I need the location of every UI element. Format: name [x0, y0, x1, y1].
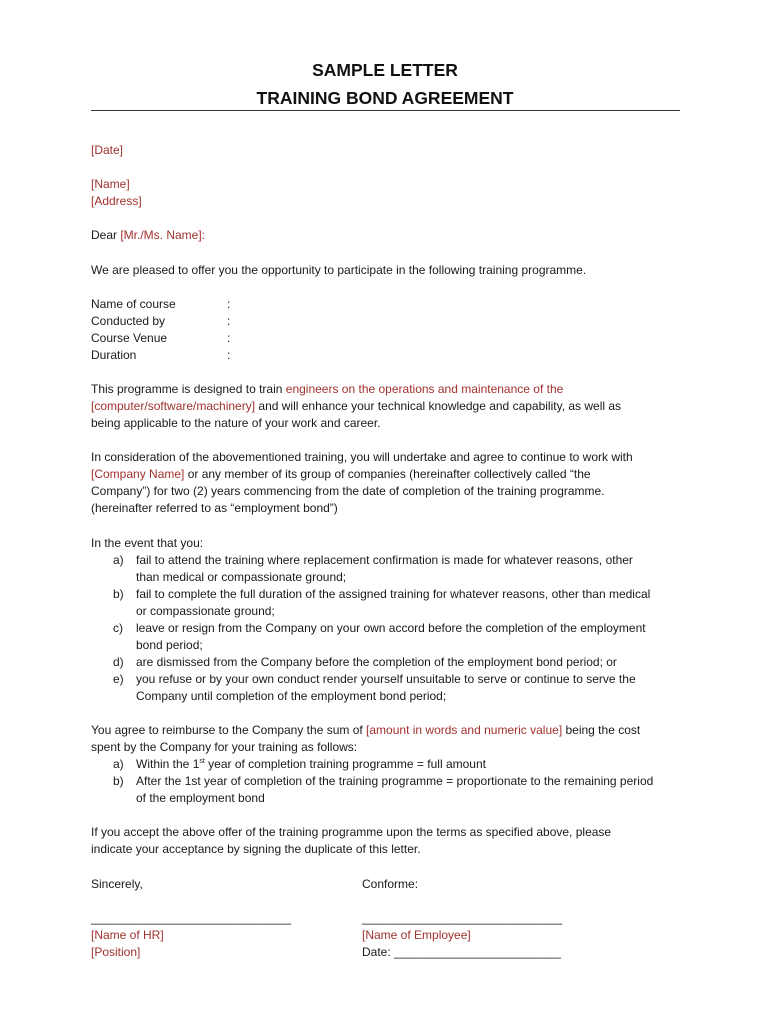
closing-sincerely: Sincerely,: [91, 877, 143, 891]
list-marker: a): [113, 553, 124, 567]
list-marker: a): [113, 757, 124, 771]
amount-placeholder: [amount in words and numeric value]: [366, 723, 563, 737]
hr-signature-line: ______________________________: [91, 911, 292, 925]
list-item: of the employment bond: [136, 791, 265, 805]
course-field-row: [91, 296, 241, 313]
hr-position-placeholder: [Position]: [91, 945, 141, 959]
salutation-name-placeholder: [Mr./Ms. Name]:: [120, 228, 206, 242]
list-item: fail to attend the training where replacement confirmation is made for whatever reasons, other: [136, 553, 633, 567]
list-marker: c): [113, 621, 123, 635]
acceptance-paragraph-line: If you accept the above offer of the training programme upon the terms as specified above, please: [91, 825, 612, 839]
course-field-separator: :: [227, 314, 231, 328]
bond-paragraph-line: [91, 466, 591, 483]
salutation-prefix: Dear: [91, 228, 121, 242]
date-blank: _________________________: [394, 945, 561, 959]
program-text: and will enhance your technical knowledge and capability, as well as: [255, 399, 622, 413]
address-placeholder: [Address]: [91, 194, 142, 208]
list-item: After the 1st year of completion of the training programme = proportionate to the remaining period: [136, 774, 654, 788]
program-text: This programme is designed to train: [91, 382, 286, 396]
ordinal-suffix: st: [199, 758, 205, 765]
date-label: Date:: [362, 945, 395, 959]
program-equipment-placeholder: [computer/software/machinery]: [91, 399, 256, 413]
name-placeholder: [Name]: [91, 177, 130, 191]
program-paragraph-line: [91, 398, 621, 415]
acceptance-paragraph-line: indicate your acceptance by signing the duplicate of this letter.: [91, 842, 421, 856]
salutation: [91, 227, 205, 244]
course-field-label: Course Venue: [91, 331, 168, 345]
list-item: you refuse or by your own conduct render yourself unsuitable to serve or continue to serve the: [136, 672, 636, 686]
list-marker: b): [113, 587, 124, 601]
list-item: are dismissed from the Company before the completion of the employment bond period; or: [136, 655, 617, 669]
date-placeholder: [Date]: [91, 143, 124, 157]
list-marker: e): [113, 672, 124, 686]
hr-name-placeholder: [Name of HR]: [91, 928, 164, 942]
course-field-row: [91, 330, 241, 347]
bond-text: or any member of its group of companies (hereinafter collectively called “the: [184, 467, 591, 481]
intro-paragraph: We are pleased to offer you the opportunity to participate in the following training programme.: [91, 263, 587, 277]
list-item: Company until completion of the employment bond period;: [136, 689, 447, 703]
program-paragraph-line: being applicable to the nature of your work and career.: [91, 416, 381, 430]
program-paragraph-line: [91, 381, 563, 398]
company-name-placeholder: [Company Name]: [91, 467, 185, 481]
list-item: [136, 756, 486, 773]
letter-title: SAMPLE LETTER: [312, 60, 458, 80]
letter-subtitle: TRAINING BOND AGREEMENT: [256, 88, 514, 108]
title-divider: [91, 110, 680, 111]
reimburse-text: You agree to reimburse to the Company the sum of: [91, 723, 367, 737]
employee-signature-line: ______________________________: [362, 911, 563, 925]
list-item: fail to complete the full duration of the assigned training for whatever reasons, other than medical: [136, 587, 651, 601]
employee-name-placeholder: [Name of Employee]: [362, 928, 471, 942]
list-item: or compassionate ground;: [136, 604, 275, 618]
closing-conforme: Conforme:: [362, 877, 419, 891]
course-field-label: Duration: [91, 348, 137, 362]
course-field-separator: :: [227, 297, 231, 311]
program-trainee-placeholder: engineers on the operations and maintenance of the: [285, 382, 564, 396]
bond-paragraph-line: Company”) for two (2) years commencing from the date of completion of the training programme.: [91, 484, 605, 498]
reimburse-item-text: Within the 1: [136, 757, 200, 771]
reimburse-text: being the cost: [562, 723, 641, 737]
reimburse-paragraph-line: spent by the Company for your training as follows:: [91, 740, 358, 754]
list-marker: b): [113, 774, 124, 788]
course-field-label: Conducted by: [91, 314, 166, 328]
reimburse-paragraph-line: [91, 722, 640, 739]
reimburse-item-text: year of completion training programme = full amount: [204, 757, 486, 771]
list-marker: d): [113, 655, 124, 669]
course-field-row: [91, 313, 241, 330]
list-item: leave or resign from the Company on your own accord before the completion of the employment: [136, 621, 646, 635]
list-item: bond period;: [136, 638, 203, 652]
course-field-row: [91, 347, 241, 364]
bond-paragraph-line: In consideration of the abovementioned training, you will undertake and agree to continue to work with: [91, 450, 633, 464]
course-field-label: Name of course: [91, 297, 176, 311]
course-field-separator: :: [227, 331, 231, 345]
event-intro: In the event that you:: [91, 536, 204, 550]
employee-date-line: [362, 944, 561, 961]
bond-paragraph-line: (hereinafter referred to as “employment bond”): [91, 501, 338, 515]
list-item: than medical or compassionate ground;: [136, 570, 347, 584]
course-field-separator: :: [227, 348, 231, 362]
